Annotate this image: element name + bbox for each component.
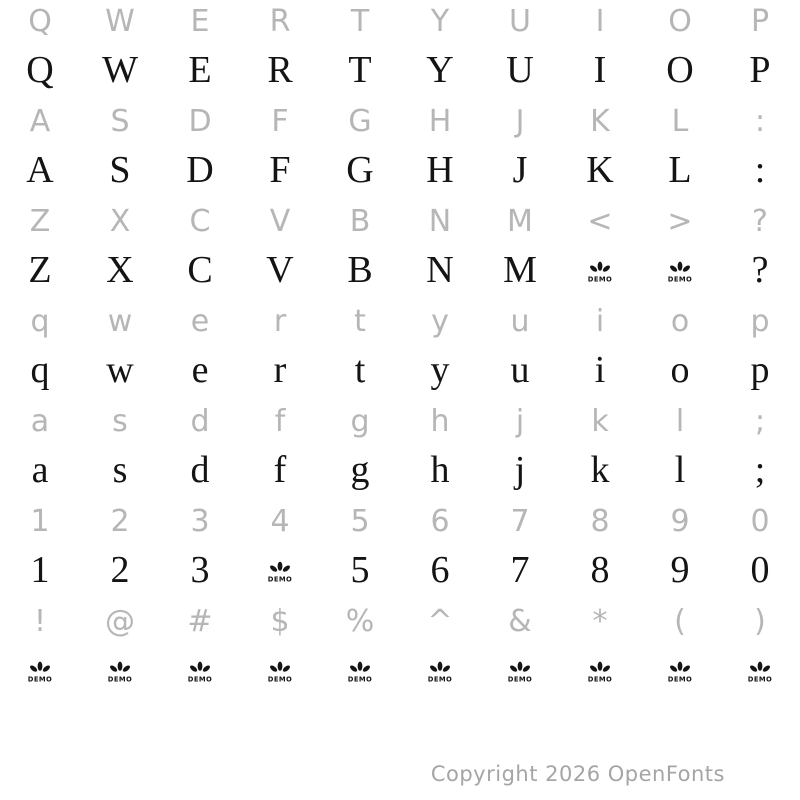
reference-row — [0, 200, 800, 244]
reference-char: : — [754, 104, 766, 139]
reference-char: 3 — [190, 504, 210, 539]
specimen-char: B — [347, 249, 373, 291]
demo-glyph-label: DEMO — [427, 675, 453, 684]
reference-char: R — [269, 4, 291, 39]
demo-glyph — [0, 644, 80, 700]
reference-char: V — [269, 204, 291, 239]
reference-row — [0, 300, 800, 344]
specimen-char: s — [112, 449, 128, 491]
reference-row — [0, 400, 800, 444]
specimen-char: E — [188, 49, 212, 91]
specimen-char: J — [512, 149, 528, 191]
specimen-char: 1 — [30, 549, 50, 591]
demo-glyph — [640, 644, 720, 700]
specimen-char: K — [586, 149, 614, 191]
specimen-char: e — [191, 349, 209, 391]
reference-char: H — [428, 104, 452, 139]
reference-char: f — [274, 404, 286, 439]
reference-char: $ — [270, 604, 290, 639]
reference-char: U — [509, 4, 531, 39]
specimen-char: g — [350, 449, 370, 491]
specimen-char: H — [426, 149, 454, 191]
demo-glyph-icon — [187, 660, 213, 684]
reference-char: A — [29, 104, 51, 139]
reference-row — [0, 0, 800, 44]
reference-char: a — [30, 404, 50, 439]
demo-glyph — [480, 644, 560, 700]
reference-char: L — [671, 104, 689, 139]
reference-char: 4 — [270, 504, 290, 539]
demo-glyph-label: DEMO — [587, 675, 613, 684]
reference-char: t — [354, 304, 366, 339]
glyph-row-pair — [0, 100, 800, 200]
specimen-row — [0, 444, 800, 500]
reference-row — [0, 600, 800, 644]
reference-char: T — [350, 4, 370, 39]
demo-glyph-label: DEMO — [267, 575, 293, 584]
specimen-char: Z — [28, 249, 52, 291]
reference-char: M — [507, 204, 533, 239]
specimen-char: 2 — [110, 549, 130, 591]
specimen-char: A — [26, 149, 54, 191]
reference-char: w — [107, 304, 133, 339]
reference-row — [0, 100, 800, 144]
specimen-char: d — [190, 449, 210, 491]
specimen-char: G — [346, 149, 374, 191]
reference-char: u — [510, 304, 530, 339]
demo-glyph-label: DEMO — [747, 675, 773, 684]
specimen-char: u — [510, 349, 530, 391]
demo-glyph — [80, 644, 160, 700]
reference-char: K — [590, 104, 610, 139]
specimen-char: M — [503, 249, 537, 291]
reference-char: q — [30, 304, 50, 339]
reference-char: 7 — [510, 504, 530, 539]
reference-char: r — [273, 304, 287, 339]
specimen-char: q — [30, 349, 50, 391]
demo-glyph-icon — [267, 560, 293, 584]
specimen-char: C — [187, 249, 213, 291]
reference-char: & — [508, 604, 532, 639]
reference-char: j — [515, 404, 525, 439]
demo-glyph-icon — [587, 660, 613, 684]
demo-glyph-icon — [507, 660, 533, 684]
specimen-char: 0 — [750, 549, 770, 591]
specimen-char: f — [273, 449, 287, 491]
specimen-char: X — [106, 249, 134, 291]
demo-glyph-label: DEMO — [507, 675, 533, 684]
demo-glyph — [160, 644, 240, 700]
specimen-char: : — [754, 149, 766, 191]
demo-glyph-icon — [667, 660, 693, 684]
glyph-row-pair — [0, 200, 800, 300]
specimen-char: L — [668, 149, 692, 191]
reference-char: 6 — [430, 504, 450, 539]
reference-char: % — [345, 604, 375, 639]
reference-char: W — [105, 4, 135, 39]
glyph-row-pair — [0, 0, 800, 100]
demo-glyph — [560, 244, 640, 300]
reference-char: ) — [754, 604, 766, 639]
demo-glyph-icon — [267, 660, 293, 684]
demo-glyph-label: DEMO — [587, 275, 613, 284]
specimen-char: l — [674, 449, 686, 491]
specimen-char: p — [750, 349, 770, 391]
reference-char: s — [112, 404, 128, 439]
demo-glyph-label: DEMO — [667, 275, 693, 284]
specimen-char: O — [666, 49, 694, 91]
reference-char: o — [670, 304, 690, 339]
demo-glyph-label: DEMO — [267, 675, 293, 684]
reference-char: I — [595, 4, 605, 39]
reference-char: > — [667, 204, 693, 239]
reference-char: 0 — [750, 504, 770, 539]
specimen-char: U — [506, 49, 534, 91]
reference-char: k — [591, 404, 609, 439]
reference-char: X — [109, 204, 131, 239]
reference-char: Q — [28, 4, 52, 39]
reference-char: 8 — [590, 504, 610, 539]
demo-glyph-icon — [107, 660, 133, 684]
demo-glyph-label: DEMO — [27, 675, 53, 684]
reference-char: d — [190, 404, 210, 439]
reference-char: P — [750, 4, 770, 39]
specimen-char: t — [354, 349, 366, 391]
specimen-char: 9 — [670, 549, 690, 591]
demo-glyph-label: DEMO — [667, 675, 693, 684]
specimen-char: j — [514, 449, 526, 491]
specimen-char: 3 — [190, 549, 210, 591]
specimen-row — [0, 644, 800, 700]
demo-glyph-icon — [747, 660, 773, 684]
specimen-char: 6 — [430, 549, 450, 591]
reference-char: h — [430, 404, 450, 439]
specimen-char: r — [273, 349, 287, 391]
specimen-row — [0, 344, 800, 400]
specimen-row — [0, 144, 800, 200]
demo-glyph — [640, 244, 720, 300]
reference-char: 1 — [30, 504, 50, 539]
reference-char: ! — [33, 604, 47, 639]
reference-char: S — [110, 104, 130, 139]
specimen-char: Q — [26, 49, 54, 91]
reference-char: # — [187, 604, 213, 639]
reference-char: E — [190, 4, 210, 39]
reference-char: ^ — [427, 604, 453, 639]
demo-glyph-icon — [27, 660, 53, 684]
specimen-char: R — [267, 49, 293, 91]
specimen-row — [0, 44, 800, 100]
demo-glyph — [240, 644, 320, 700]
reference-char: N — [428, 204, 452, 239]
reference-char: Z — [29, 204, 51, 239]
reference-char: e — [190, 304, 210, 339]
reference-char: y — [431, 304, 449, 339]
reference-char: ( — [674, 604, 686, 639]
specimen-char: i — [594, 349, 606, 391]
demo-glyph — [400, 644, 480, 700]
glyph-row-pair — [0, 400, 800, 500]
specimen-row — [0, 544, 800, 600]
specimen-char: h — [430, 449, 450, 491]
reference-char: G — [348, 104, 372, 139]
reference-char: ? — [752, 204, 768, 239]
demo-glyph-label: DEMO — [187, 675, 213, 684]
specimen-char: k — [590, 449, 610, 491]
reference-char: D — [188, 104, 212, 139]
specimen-char: ? — [751, 249, 769, 291]
demo-glyph — [320, 644, 400, 700]
specimen-char: Y — [426, 49, 454, 91]
reference-char: J — [515, 104, 525, 139]
specimen-char: S — [109, 149, 131, 191]
demo-glyph — [560, 644, 640, 700]
demo-glyph-icon — [427, 660, 453, 684]
reference-char: C — [189, 204, 211, 239]
specimen-char: 7 — [510, 549, 530, 591]
specimen-char: F — [269, 149, 291, 191]
specimen-char: ; — [754, 449, 766, 491]
demo-glyph-icon — [667, 260, 693, 284]
specimen-char: V — [266, 249, 294, 291]
specimen-char: W — [102, 49, 138, 91]
reference-char: < — [587, 204, 613, 239]
demo-glyph — [720, 644, 800, 700]
specimen-char: o — [670, 349, 690, 391]
demo-glyph-label: DEMO — [107, 675, 133, 684]
glyph-row-pair — [0, 300, 800, 400]
demo-glyph — [240, 544, 320, 600]
reference-char: ; — [754, 404, 766, 439]
copyright-text: Copyright 2026 OpenFonts — [430, 762, 725, 786]
reference-char: O — [668, 4, 692, 39]
reference-char: 2 — [110, 504, 130, 539]
specimen-char: 5 — [350, 549, 370, 591]
reference-char: B — [349, 204, 371, 239]
demo-glyph-label: DEMO — [347, 675, 373, 684]
reference-char: * — [592, 604, 608, 639]
specimen-char: a — [31, 449, 49, 491]
specimen-char: I — [593, 49, 607, 91]
reference-char: g — [350, 404, 370, 439]
glyph-row-pair — [0, 500, 800, 600]
demo-glyph-icon — [587, 260, 613, 284]
reference-char: @ — [105, 604, 135, 639]
reference-char: Y — [430, 4, 450, 39]
reference-char: 9 — [670, 504, 690, 539]
specimen-row — [0, 244, 800, 300]
demo-glyph-icon — [347, 660, 373, 684]
reference-char: i — [595, 304, 605, 339]
specimen-char: T — [348, 49, 372, 91]
specimen-char: 8 — [590, 549, 610, 591]
reference-char: l — [675, 404, 685, 439]
reference-char: F — [271, 104, 289, 139]
specimen-char: D — [186, 149, 214, 191]
reference-char: 5 — [350, 504, 370, 539]
specimen-char: w — [106, 349, 134, 391]
specimen-char: N — [426, 249, 454, 291]
reference-char: p — [750, 304, 770, 339]
reference-row — [0, 500, 800, 544]
specimen-char: y — [430, 349, 450, 391]
specimen-char: P — [749, 49, 771, 91]
glyph-row-pair — [0, 600, 800, 700]
